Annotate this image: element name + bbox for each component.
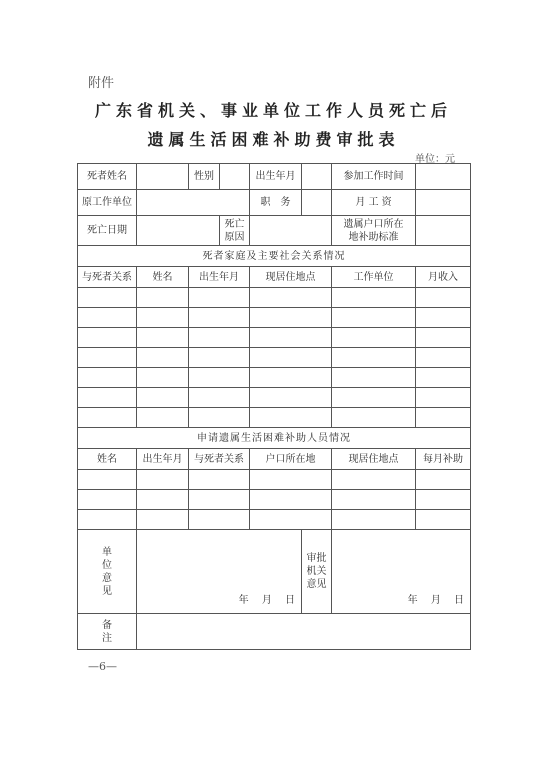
family-header-name: 姓名 bbox=[137, 267, 189, 288]
family-cell[interactable] bbox=[250, 288, 332, 308]
family-row bbox=[78, 388, 471, 408]
family-cell[interactable] bbox=[189, 288, 250, 308]
family-header-birth: 出生年月 bbox=[189, 267, 250, 288]
birth-label: 出生年月 bbox=[250, 164, 302, 190]
applicant-header-subsidy: 每月补助 bbox=[416, 449, 471, 470]
work-start-label: 参加工作时间 bbox=[332, 164, 416, 190]
applicant-header-birth: 出生年月 bbox=[137, 449, 189, 470]
family-cell[interactable] bbox=[137, 348, 189, 368]
applicant-header-row bbox=[78, 449, 471, 470]
info-row-1 bbox=[78, 164, 471, 190]
gender-label: 性别 bbox=[189, 164, 220, 190]
applicant-cell[interactable] bbox=[332, 490, 416, 510]
applicant-cell[interactable] bbox=[416, 470, 471, 490]
family-row bbox=[78, 328, 471, 348]
family-cell[interactable] bbox=[332, 388, 416, 408]
approval-opinion-field[interactable] bbox=[332, 530, 471, 614]
applicant-cell[interactable] bbox=[137, 510, 189, 530]
remarks-row bbox=[78, 614, 471, 650]
remark-char: 备 bbox=[102, 619, 112, 631]
approval-form-table bbox=[77, 163, 471, 650]
family-cell[interactable] bbox=[78, 328, 137, 348]
applicant-row bbox=[78, 490, 471, 510]
deceased-name-label: 死者姓名 bbox=[78, 164, 137, 190]
family-cell[interactable] bbox=[78, 408, 137, 428]
family-cell[interactable] bbox=[416, 348, 471, 368]
family-cell[interactable] bbox=[250, 328, 332, 348]
family-cell[interactable] bbox=[189, 308, 250, 328]
household-standard-field[interactable] bbox=[416, 216, 471, 246]
unit-opinion-label bbox=[78, 530, 137, 614]
family-header-workplace: 工作单位 bbox=[332, 267, 416, 288]
gender-field[interactable] bbox=[220, 164, 250, 190]
form-title-line1: 广东省机关、事业单位工作人员死亡后 bbox=[94, 101, 452, 120]
applicant-cell[interactable] bbox=[332, 510, 416, 530]
position-label: 职 务 bbox=[250, 190, 302, 216]
family-cell[interactable] bbox=[250, 368, 332, 388]
family-cell[interactable] bbox=[189, 348, 250, 368]
family-cell[interactable] bbox=[78, 288, 137, 308]
applicant-header-household: 户口所在地 bbox=[250, 449, 332, 470]
family-cell[interactable] bbox=[332, 348, 416, 368]
unit-opinion-char: 见 bbox=[102, 585, 112, 597]
family-cell[interactable] bbox=[332, 408, 416, 428]
applicant-cell[interactable] bbox=[137, 470, 189, 490]
former-unit-field[interactable] bbox=[137, 190, 250, 216]
family-cell[interactable] bbox=[137, 288, 189, 308]
work-start-field[interactable] bbox=[416, 164, 471, 190]
applicant-section-title: 申请遗属生活困难补助人员情况 bbox=[78, 428, 471, 449]
family-cell[interactable] bbox=[189, 408, 250, 428]
family-cell[interactable] bbox=[332, 308, 416, 328]
family-cell[interactable] bbox=[78, 348, 137, 368]
family-row bbox=[78, 348, 471, 368]
family-cell[interactable] bbox=[416, 328, 471, 348]
unit-opinion-char: 单 bbox=[102, 546, 112, 558]
applicant-cell[interactable] bbox=[189, 490, 250, 510]
family-cell[interactable] bbox=[416, 308, 471, 328]
applicant-cell[interactable] bbox=[416, 490, 471, 510]
family-section-title: 死者家庭及主要社会关系情况 bbox=[78, 246, 471, 267]
family-cell[interactable] bbox=[416, 288, 471, 308]
family-cell[interactable] bbox=[416, 388, 471, 408]
approval-opinion-label bbox=[302, 530, 332, 614]
applicant-cell[interactable] bbox=[332, 470, 416, 490]
family-cell[interactable] bbox=[189, 388, 250, 408]
family-cell[interactable] bbox=[250, 348, 332, 368]
family-cell[interactable] bbox=[250, 308, 332, 328]
form-title-line2: 遗属生活困难补助费审批表 bbox=[147, 130, 400, 149]
applicant-header-name: 姓名 bbox=[78, 449, 137, 470]
applicant-row bbox=[78, 510, 471, 530]
family-cell[interactable] bbox=[189, 328, 250, 348]
info-row-3 bbox=[78, 216, 471, 246]
family-cell[interactable] bbox=[78, 388, 137, 408]
family-cell[interactable] bbox=[137, 408, 189, 428]
household-standard-label-line1: 遗属户口所在 bbox=[343, 218, 404, 230]
applicant-cell[interactable] bbox=[250, 470, 332, 490]
applicant-header-relation: 与死者关系 bbox=[189, 449, 250, 470]
applicant-cell[interactable] bbox=[250, 510, 332, 530]
death-cause-field[interactable] bbox=[250, 216, 332, 246]
family-cell[interactable] bbox=[137, 368, 189, 388]
position-field[interactable] bbox=[302, 190, 332, 216]
family-cell[interactable] bbox=[332, 328, 416, 348]
attachment-label: 附件 bbox=[88, 76, 115, 91]
unit-opinion-field[interactable] bbox=[137, 530, 302, 614]
family-section-title-row bbox=[78, 246, 471, 267]
death-cause-label-line1: 死亡 bbox=[224, 218, 245, 230]
unit-label: 单位：元 bbox=[415, 154, 455, 165]
family-row bbox=[78, 368, 471, 388]
approval-label-line: 意见 bbox=[306, 579, 327, 590]
applicant-cell[interactable] bbox=[189, 470, 250, 490]
applicant-cell[interactable] bbox=[189, 510, 250, 530]
family-cell[interactable] bbox=[137, 388, 189, 408]
applicant-section-title-row bbox=[78, 428, 471, 449]
family-cell[interactable] bbox=[250, 388, 332, 408]
approval-label-line: 审批 bbox=[306, 553, 327, 564]
family-cell[interactable] bbox=[332, 288, 416, 308]
former-unit-label: 原工作单位 bbox=[78, 190, 137, 216]
family-cell[interactable] bbox=[137, 328, 189, 348]
approval-opinion-date: 年 月 日 bbox=[407, 595, 464, 606]
household-standard-label-line2: 地补助标准 bbox=[348, 231, 399, 243]
family-cell[interactable] bbox=[78, 368, 137, 388]
death-date-label: 死亡日期 bbox=[78, 216, 137, 246]
applicant-header-address: 现居住地点 bbox=[332, 449, 416, 470]
applicant-cell[interactable] bbox=[78, 470, 137, 490]
family-row bbox=[78, 308, 471, 328]
info-row-2 bbox=[78, 190, 471, 216]
applicant-cell[interactable] bbox=[416, 510, 471, 530]
applicant-row bbox=[78, 470, 471, 490]
family-cell[interactable] bbox=[416, 408, 471, 428]
family-row bbox=[78, 288, 471, 308]
family-cell[interactable] bbox=[189, 368, 250, 388]
family-header-relation: 与死者关系 bbox=[78, 267, 137, 288]
family-row bbox=[78, 408, 471, 428]
unit-opinion-date: 年 月 日 bbox=[238, 595, 295, 606]
unit-opinion-char: 位 bbox=[102, 559, 112, 571]
family-cell[interactable] bbox=[416, 368, 471, 388]
remarks-label bbox=[78, 614, 137, 650]
deceased-name-field[interactable] bbox=[137, 164, 189, 190]
family-header-address: 现居住地点 bbox=[250, 267, 332, 288]
birth-field[interactable] bbox=[302, 164, 332, 190]
opinions-row bbox=[78, 530, 471, 614]
death-cause-label-line2: 原因 bbox=[224, 231, 245, 243]
remarks-field[interactable] bbox=[137, 614, 471, 650]
applicant-cell[interactable] bbox=[78, 490, 137, 510]
death-date-field[interactable] bbox=[137, 216, 220, 246]
applicant-cell[interactable] bbox=[78, 510, 137, 530]
family-cell[interactable] bbox=[250, 408, 332, 428]
death-cause-label bbox=[220, 216, 250, 246]
approval-label-line: 机关 bbox=[306, 566, 327, 577]
unit-opinion-char: 意 bbox=[102, 572, 112, 584]
family-cell[interactable] bbox=[137, 308, 189, 328]
family-header-income: 月收入 bbox=[416, 267, 471, 288]
applicant-cell[interactable] bbox=[250, 490, 332, 510]
family-cell[interactable] bbox=[332, 368, 416, 388]
monthly-salary-label: 月 工 资 bbox=[332, 190, 416, 216]
monthly-salary-field[interactable] bbox=[416, 190, 471, 216]
page-number: —6— bbox=[88, 660, 117, 673]
family-header-row bbox=[78, 267, 471, 288]
remark-char: 注 bbox=[102, 632, 112, 644]
family-cell[interactable] bbox=[78, 308, 137, 328]
household-standard-label bbox=[332, 216, 416, 246]
applicant-cell[interactable] bbox=[137, 490, 189, 510]
